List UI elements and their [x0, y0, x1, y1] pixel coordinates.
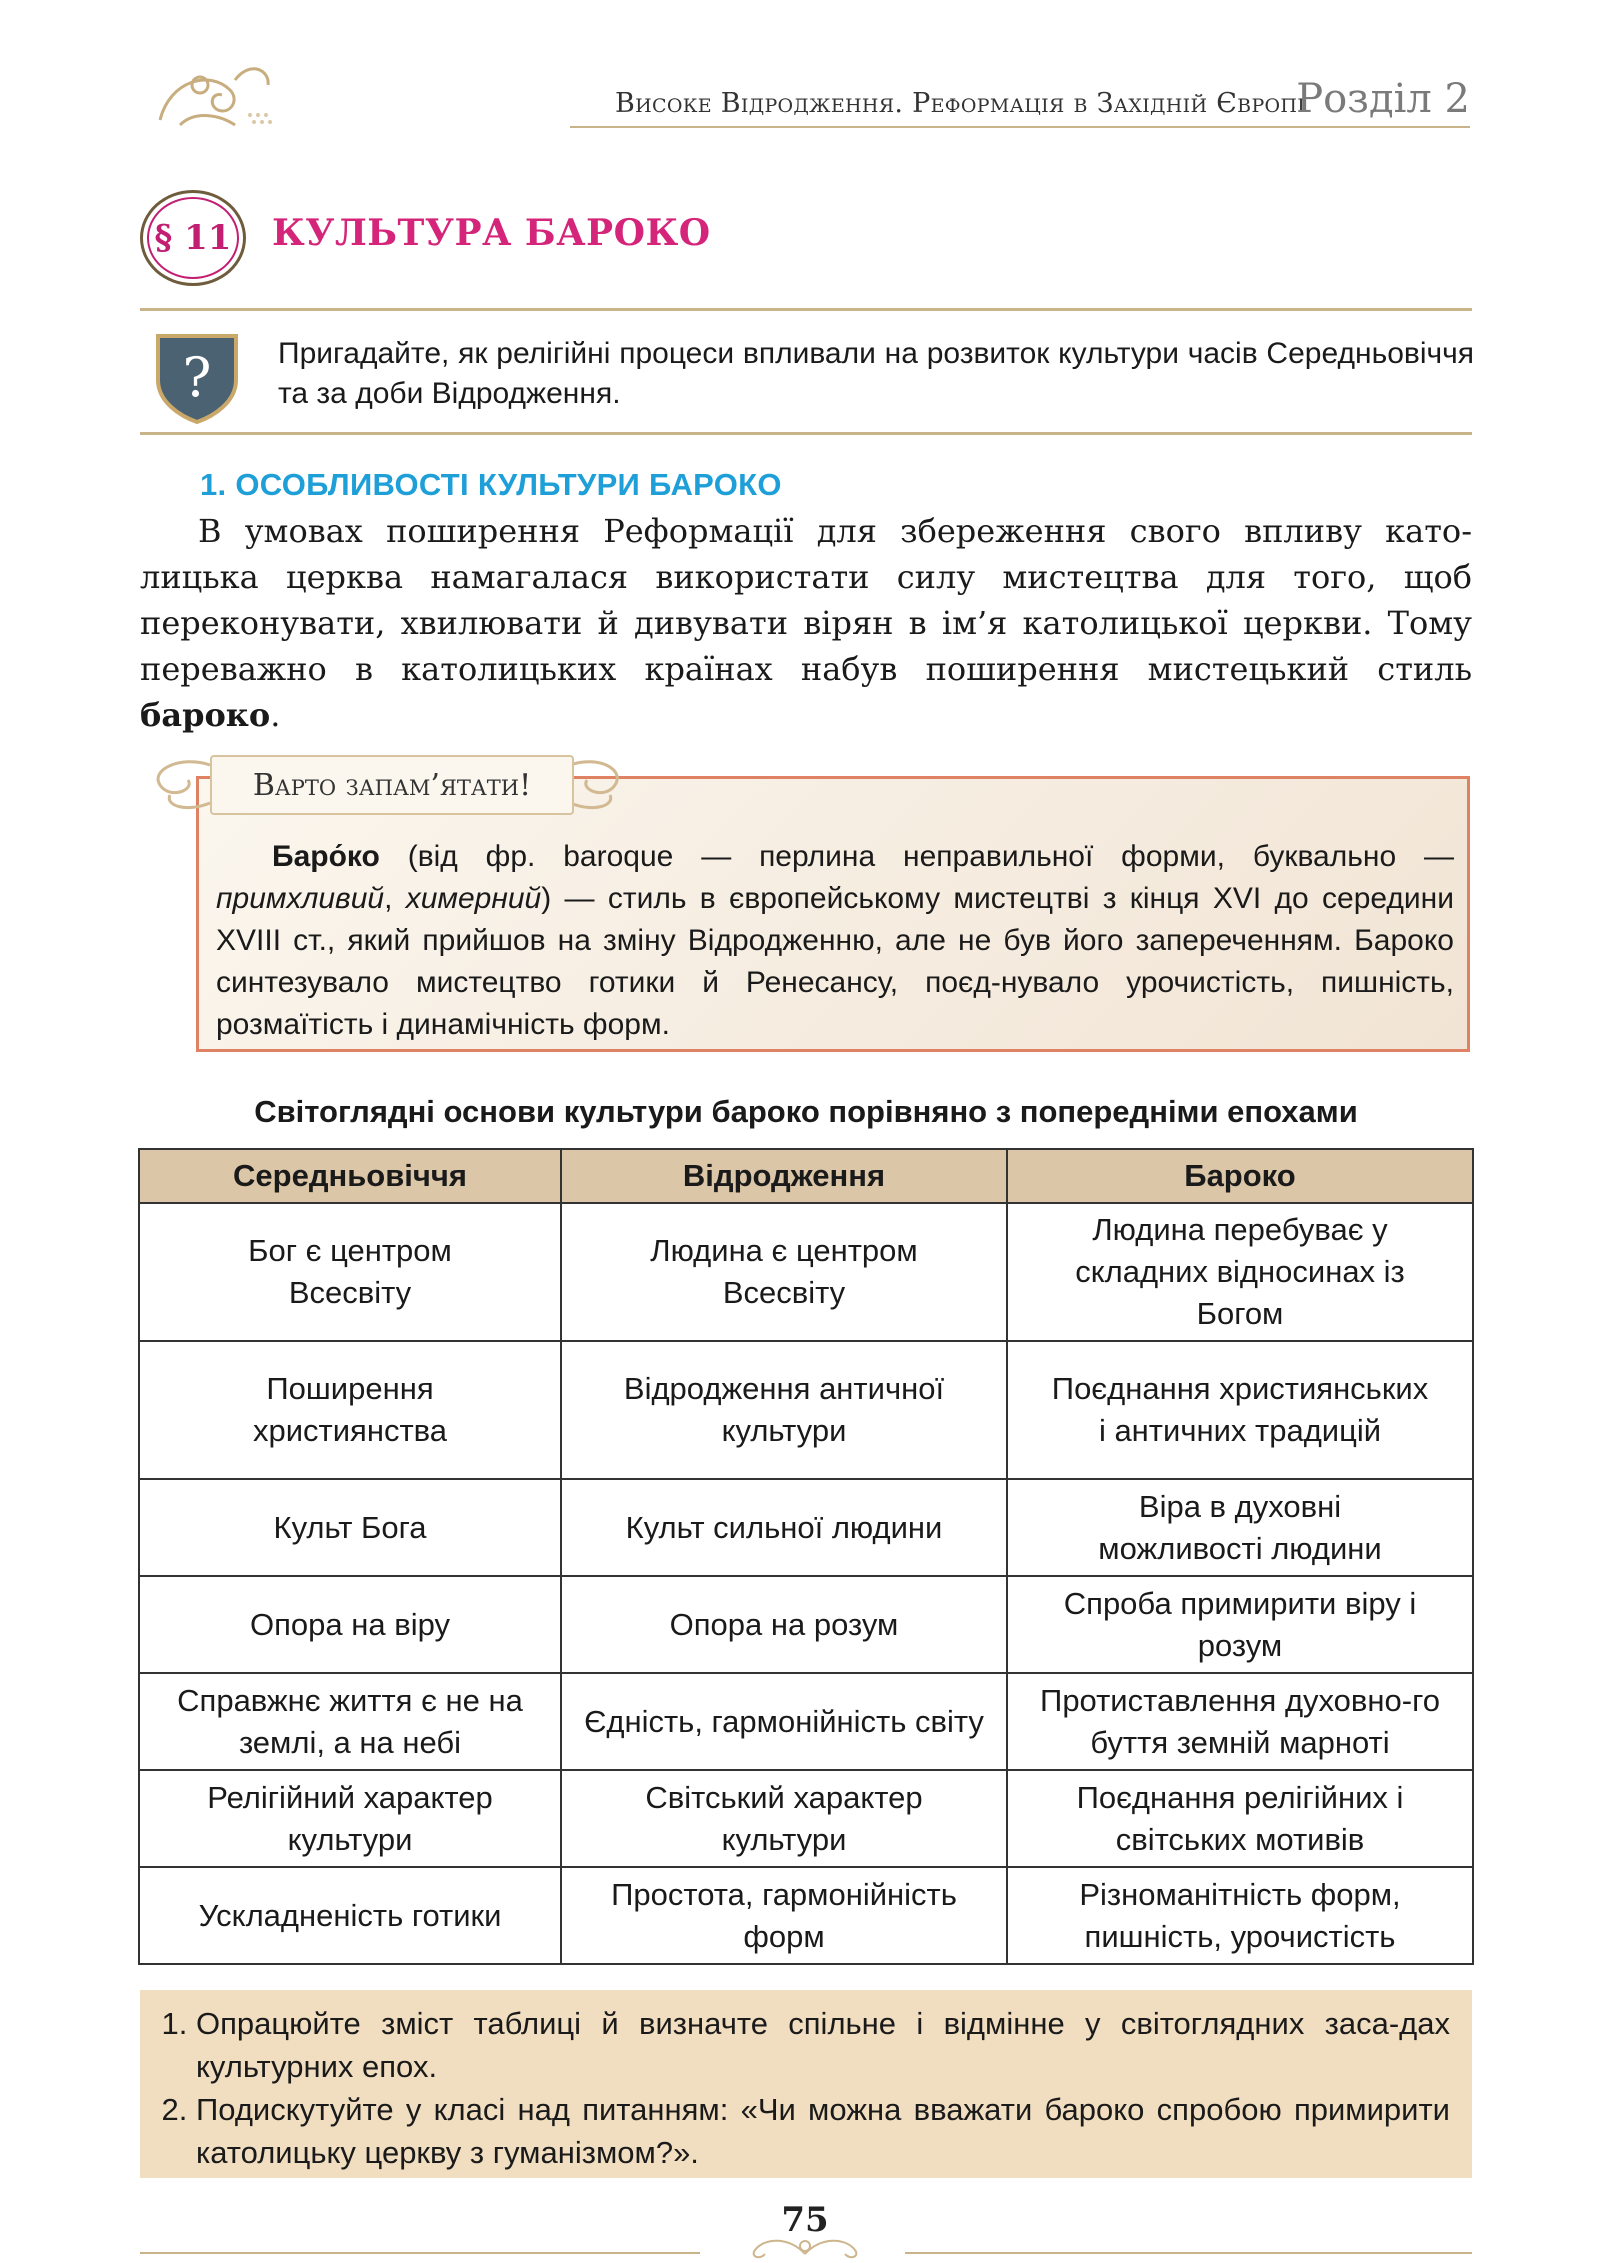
- paragraph-text: В умовах поширення Реформації для збереження свого впливу като-лицька церква намагалася використати силу мистецтва для того, щоб переконувати, хвилювати й дивувати вірян в ім’я католицької церкви. Тому переважно в католицьких країнах набув поширення мистецький стиль: [140, 512, 1472, 688]
- table-cell: Єдність, гармонійність світу: [561, 1673, 1007, 1770]
- table-cell: Людина перебуває у складних відносинах із Богом: [1007, 1203, 1473, 1341]
- tasks-box: [140, 1990, 1472, 2178]
- table-row: [139, 1341, 1473, 1479]
- table-row: [139, 1673, 1473, 1770]
- footer-ornament-icon: [720, 2232, 890, 2262]
- table-cell: Релігійний характер культури: [139, 1770, 561, 1867]
- task-item: 2. Подискутуйте у класі над питанням: «Чи можна вважати бароко спробою примирити католицьку церкву з гуманізмом?».: [196, 2088, 1450, 2174]
- paragraph-term: бароко: [140, 696, 271, 734]
- paragraph-end: .: [270, 696, 281, 734]
- table-cell: Поєднання релігійних і світських мотивів: [1007, 1770, 1473, 1867]
- section-label: Розділ 2: [1296, 76, 1470, 122]
- table-cell: Віра в духовні можливості людини: [1007, 1479, 1473, 1576]
- definition-text: (від фр. baroque — перлина неправильної форми, буквально —: [379, 840, 1454, 873]
- chapter-title: Високе Відродження. Реформація в Західній Європі: [615, 88, 1306, 119]
- divider-top: [140, 308, 1472, 311]
- column-header: Відродження: [561, 1149, 1007, 1203]
- definition-italic: примхливий: [216, 882, 385, 915]
- table-row: [139, 1203, 1473, 1341]
- table-cell: Культ Бога: [139, 1479, 561, 1576]
- table-cell: Різноманітність форм, пишність, урочистість: [1007, 1867, 1473, 1964]
- table-cell: Світський характер культури: [561, 1770, 1007, 1867]
- definition-text: ,: [384, 882, 406, 915]
- header-divider: [570, 126, 1470, 128]
- corner-ornament-icon: [140, 40, 290, 140]
- section-heading: 1. ОСОБЛИВОСТІ КУЛЬТУРИ БАРОКО: [200, 467, 782, 502]
- table-header-row: [139, 1149, 1473, 1203]
- table-row: [139, 1479, 1473, 1576]
- definition-text: ) — стиль в європейському мистецтві з кінця XVI до середини XVIII ст., який прийшов на зміну Відродженню, але не був його запереченням. Бароко синтезувало мистецтво готики й Ренесансу, поєд-нувало урочистість, пишність, розмаїтість і динамічність форм.: [216, 882, 1455, 1041]
- table-row: [139, 1770, 1473, 1867]
- definition-italic: химерний: [405, 882, 542, 915]
- question-mark-icon: [152, 330, 242, 425]
- table-cell: Відродження античної культури: [561, 1341, 1007, 1479]
- question-text: Пригадайте, як релігійні процеси впливали на розвиток культури часів Середньовіччя та за доби Відродження.: [278, 337, 1474, 410]
- divider-bottom: [140, 432, 1472, 435]
- remember-definition: [216, 836, 1454, 1046]
- table-title: Світоглядні основи культури бароко порівняно з попередніми епохами: [254, 1094, 1358, 1129]
- table-cell: Культ сильної людини: [561, 1479, 1007, 1576]
- table-cell: Поширення християнства: [139, 1341, 561, 1479]
- definition-term: Баро́ко: [272, 840, 380, 873]
- column-header: Бароко: [1007, 1149, 1473, 1203]
- footer-divider: [905, 2252, 1472, 2254]
- table-cell: Спроба примирити віру і розум: [1007, 1576, 1473, 1673]
- remember-label: Варто запам’ятати!: [210, 755, 574, 815]
- table-cell: Бог є центром Всесвіту: [139, 1203, 561, 1341]
- section-paragraph: [140, 508, 1472, 738]
- column-header: Середньовіччя: [139, 1149, 561, 1203]
- table-cell: Справжнє життя є не на землі, а на небі: [139, 1673, 561, 1770]
- comparison-table: [138, 1148, 1474, 1965]
- table-cell: Простота, гармонійність форм: [561, 1867, 1007, 1964]
- svg-text:?: ?: [182, 346, 212, 409]
- table-cell: Поєднання християнських і античних традицій: [1007, 1341, 1473, 1479]
- table-cell: Ускладненість готики: [139, 1867, 561, 1964]
- paragraph-number: § 11: [147, 197, 239, 279]
- footer-divider: [140, 2252, 700, 2254]
- table-cell: Опора на віру: [139, 1576, 561, 1673]
- table-cell: Людина є центром Всесвіту: [561, 1203, 1007, 1341]
- paragraph-badge: [140, 190, 246, 286]
- table-cell: Опора на розум: [561, 1576, 1007, 1673]
- lesson-title: КУЛЬТУРА БАРОКО: [272, 212, 711, 254]
- remember-label-banner: [140, 745, 630, 820]
- table-cell: Протиставлення духовно-го буття земній марноті: [1007, 1673, 1473, 1770]
- table-row: [139, 1867, 1473, 1964]
- task-item: 1. Опрацюйте зміст таблиці й визначте спільне і відмінне у світоглядних заса-дах культурних епох.: [196, 2002, 1450, 2088]
- page-number: 75: [781, 2200, 829, 2240]
- table-row: [139, 1576, 1473, 1673]
